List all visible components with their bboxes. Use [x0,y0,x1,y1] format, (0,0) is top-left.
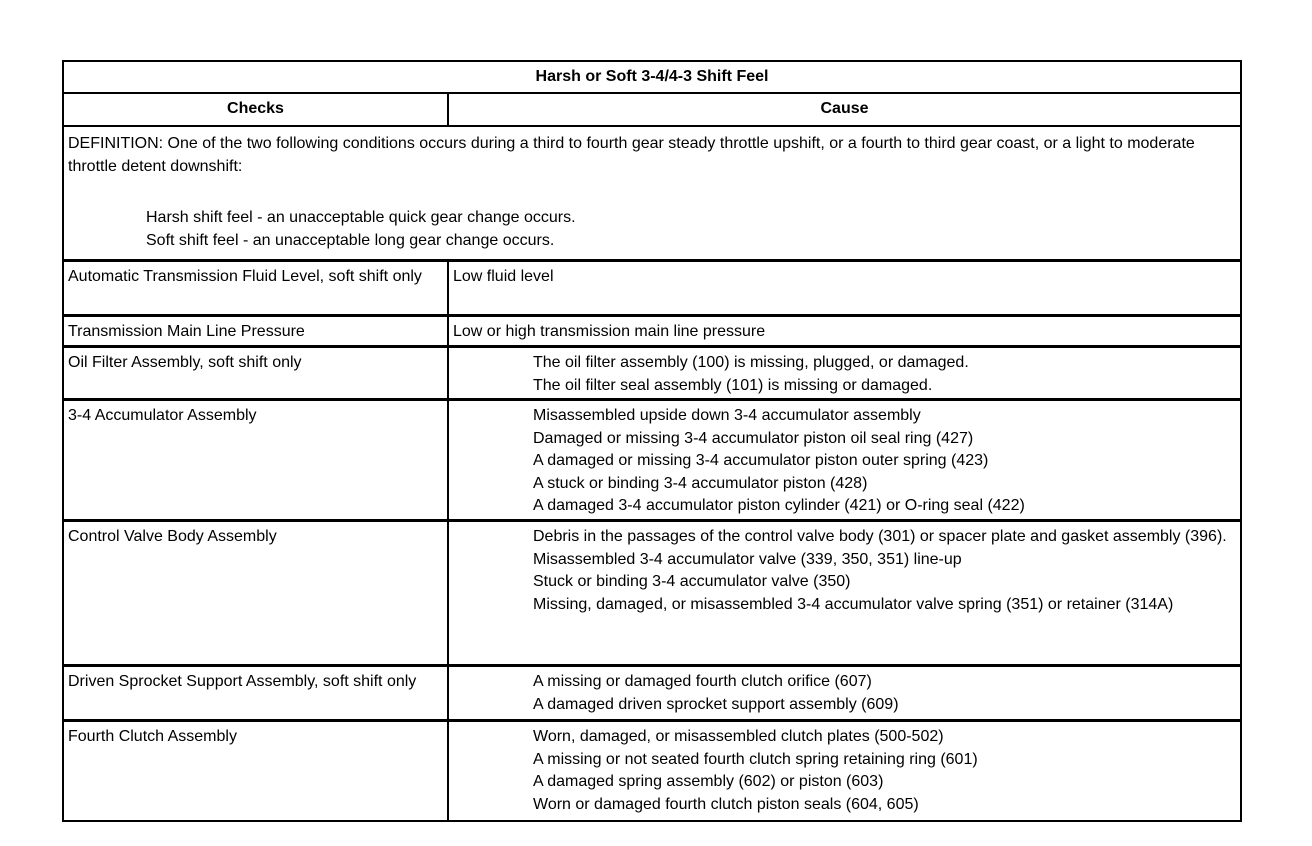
table-header-row [64,92,1240,125]
check-cell: Automatic Transmission Fluid Level, soft shift only [64,262,449,314]
definition-item: Harsh shift feel - an unacceptable quick gear change occurs. [146,209,576,226]
cause-item: The oil filter seal assembly (101) is missing or damaged. [533,376,933,394]
table-title: Harsh or Soft 3-4/4-3 Shift Feel [535,68,769,85]
cause-item: A damaged driven sprocket support assembly (609) [533,695,899,713]
cause-item: Low fluid level [453,268,554,285]
cause-item: A damaged or missing 3-4 accumulator piston outer spring (423) [533,452,989,469]
cause-item: The oil filter assembly (100) is missing, plugged, or damaged. [533,354,969,371]
cause-cell [449,262,1240,314]
check-cell: Transmission Main Line Pressure [64,317,449,345]
cause-item: Worn, damaged, or misassembled clutch plates (500-502) [533,728,944,745]
cause-item: Misassembled upside down 3-4 accumulator assembly [533,407,921,424]
definition-cell [64,127,1240,259]
table-row [64,259,1240,314]
cause-item: A damaged 3-4 accumulator piston cylinder (421) or O-ring seal (422) [533,497,1025,514]
cause-item: Worn or damaged fourth clutch piston seals (604, 605) [533,795,919,813]
cause-cell [449,722,1240,820]
check-cell: 3-4 Accumulator Assembly [64,401,449,519]
definition-row [64,125,1240,259]
table-title-row [64,62,1240,92]
check-cell: Driven Sprocket Support Assembly, soft shift only [64,667,449,719]
definition-item: Soft shift feel - an unacceptable long gear change occurs. [146,231,555,249]
cause-cell [449,317,1240,345]
table-row [64,345,1240,398]
cause-cell [449,522,1240,664]
cause-item: A damaged spring assembly (602) or piston (603) [533,773,884,790]
cause-item: A stuck or binding 3-4 accumulator piston (428) [533,474,868,492]
diagnostic-table [62,60,1242,822]
check-cell: Fourth Clutch Assembly [64,722,449,820]
cause-header: Cause [820,100,869,117]
check-cell: Oil Filter Assembly, soft shift only [64,348,449,398]
cause-item: A missing or not seated fourth clutch spring retaining ring (601) [533,750,978,768]
definition-text: DEFINITION: One of the two following conditions occurs during a third to fourth gear steady throttle upshift, or a fourth to third gear coast, or a light to moderate throttle detent downshift: [68,135,1195,175]
table-row [64,519,1240,664]
cause-item: Low or high transmission main line pressure [453,323,766,340]
cause-item: Misassembled 3-4 accumulator valve (339, 350, 351) line-up [533,550,962,568]
cause-item: Debris in the passages of the control valve body (301) or spacer plate and gasket assembly (396). [533,528,1227,545]
cause-item: A missing or damaged fourth clutch orifice (607) [533,673,872,690]
cause-cell [449,667,1240,719]
cause-cell [449,348,1240,398]
definition-list [146,207,1236,252]
check-cell: Control Valve Body Assembly [64,522,449,664]
table-row [64,398,1240,519]
checks-header: Checks [64,94,449,125]
cause-cell [449,401,1240,519]
table-row [64,314,1240,345]
table-row [64,719,1240,820]
cause-item: Damaged or missing 3-4 accumulator piston oil seal ring (427) [533,429,974,447]
table-row [64,664,1240,719]
cause-item: Missing, damaged, or misassembled 3-4 accumulator valve spring (351) or retainer (314A) [533,595,1174,613]
cause-item: Stuck or binding 3-4 accumulator valve (350) [533,573,851,590]
